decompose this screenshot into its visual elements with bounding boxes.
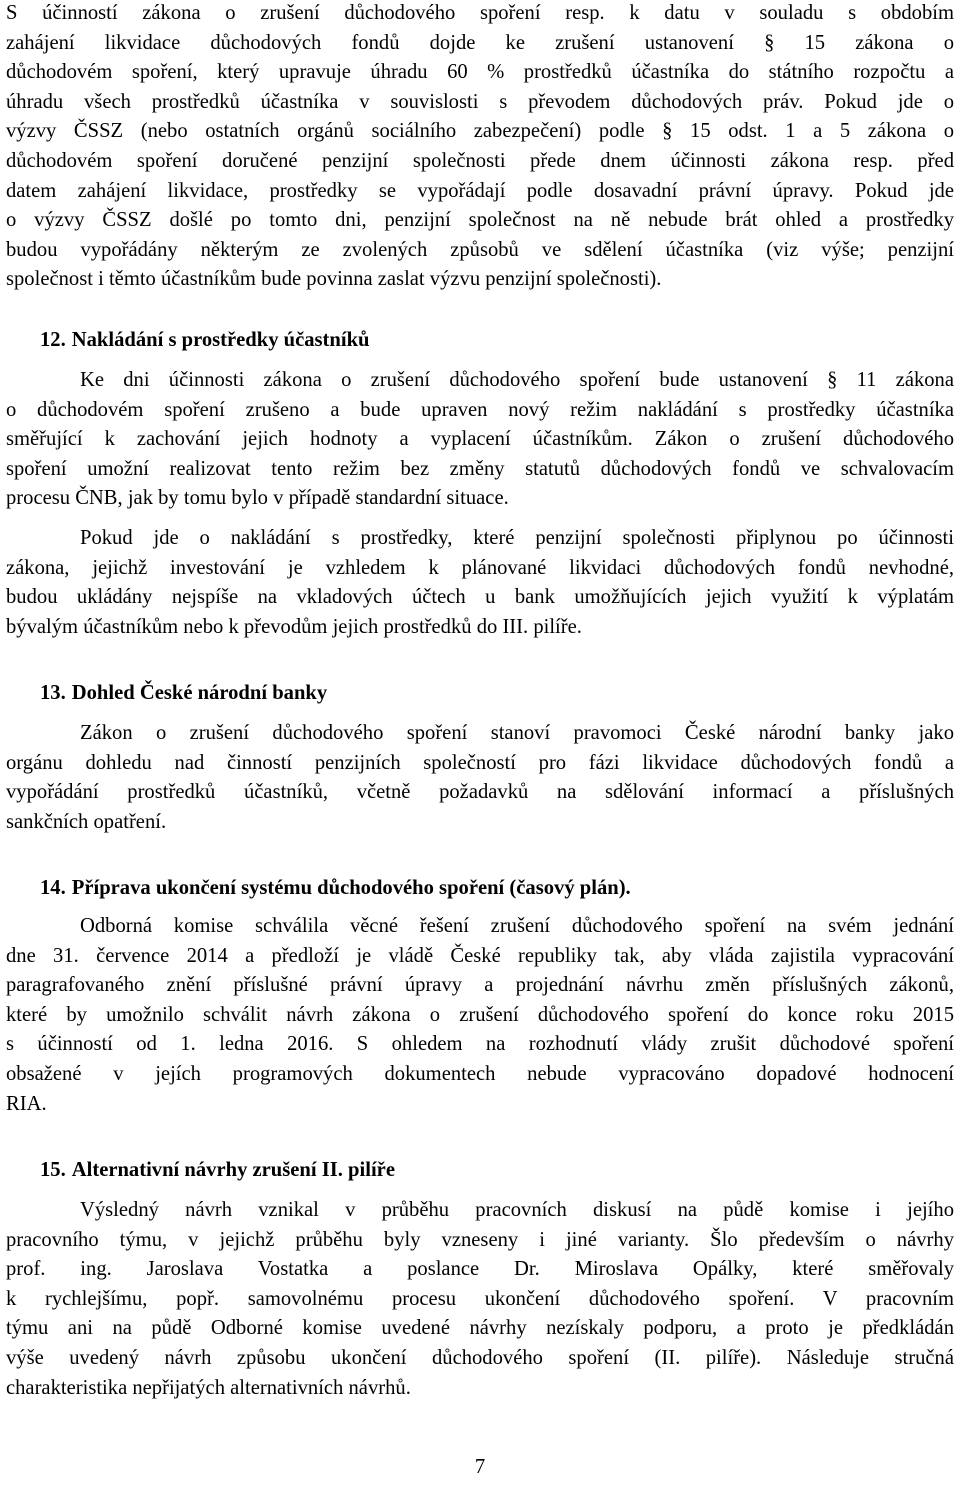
text-line: prof. ing. Jaroslava Vostatka a poslance Dr. Miroslava Opálky, které směřovaly: [6, 1258, 954, 1281]
text-line: spoření umožní realizovat tento režim bez změny statutů důchodových fondů ve schvalovacím: [6, 457, 954, 480]
section-number: 14.: [40, 877, 66, 899]
section-title: Příprava ukončení systému důchodového spoření (časový plán).: [71, 877, 631, 899]
text-line: zákona, jejichž investování je vzhledem k plánované likvidaci důchodových fondů nevhodné,: [6, 556, 954, 579]
text-line: vypořádání prostředků účastníků, včetně požadavků na sdělování informací a příslušných: [6, 781, 954, 804]
text-line: budou vypořádány některým ze zvolených způsobů ve sdělení účastníka (viz výše; penzijní: [6, 238, 954, 261]
text-line: Ke dni účinnosti zákona o zrušení důchodového spoření bude ustanovení § 11 zákona: [80, 369, 954, 391]
section-heading-13: [6, 679, 327, 709]
text-line: dne 31. července 2014 a předloží je vládě České republiky tak, aby vláda zajistila vypracování: [6, 944, 954, 967]
section-title: Alternativní návrhy zrušení II. pilíře: [71, 1159, 395, 1181]
section-14-paragraph-1: [6, 912, 954, 1119]
text-line: důchodovém spoření, který upravuje úhradu 60 % prostředků účastníka do státního rozpočtu a: [6, 61, 954, 84]
section-heading-15: [6, 1156, 395, 1186]
text-line: důchodovém spoření doručené penzijní společnosti přede dnem účinnosti zákona resp. před: [6, 149, 954, 172]
section-heading-14: [6, 874, 631, 904]
text-line: úhradu všech prostředků účastníka v souvislosti s převodem důchodových práv. Pokud jde o: [6, 90, 954, 113]
text-line: s účinností od 1. ledna 2016. S ohledem na rozhodnutí vlády zrušit důchodové spoření: [6, 1033, 954, 1056]
text-line: orgánu dohledu nad činností penzijních společností pro fázi likvidace důchodových fondů a: [6, 751, 954, 774]
section-number: 15.: [40, 1159, 66, 1181]
text-line: pracovního týmu, v jejichž průběhu byly vzneseny i jiné varianty. Šlo především o návrhy: [6, 1228, 954, 1251]
text-line: Zákon o zrušení důchodového spoření stanoví pravomoci České národní banky jako: [80, 722, 954, 744]
text-line: charakteristika nepřijatých alternativních návrhů.: [6, 1376, 411, 1399]
text-line: procesu ČNB, jak by tomu bylo v případě standardní situace.: [6, 487, 509, 510]
section-15-paragraph-1: [6, 1196, 954, 1403]
text-line: společnost i těmto účastníkům bude povinna zaslat výzvu penzijní společnosti).: [6, 268, 662, 291]
section-title: Dohled České národní banky: [71, 682, 328, 704]
intro-paragraph: [6, 0, 954, 295]
page-number: 7: [474, 1456, 486, 1478]
section-title: Nakládání s prostředky účastníků: [71, 329, 370, 351]
text-line: datem zahájení likvidace, prostředky se vypořádají podle dosavadní právní úpravy. Pokud jde: [6, 179, 954, 202]
section-12-paragraph-2: [6, 524, 954, 642]
text-line: o výzvy ČSSZ došlé po tomto dni, penzijní společnost na ně nebude brát ohled a prostředky: [6, 209, 954, 232]
text-line: které by umožnilo schválit návrh zákona o zrušení důchodového spoření do konce roku 2015: [6, 1003, 954, 1026]
section-13-paragraph-1: [6, 719, 954, 837]
text-line: paragrafovaného znění příslušné právní úpravy a projednání návrhu změn příslušných zákonů,: [6, 974, 954, 997]
text-line: S účinností zákona o zrušení důchodového spoření resp. k datu v souladu s obdobím: [6, 2, 954, 24]
text-line: Odborná komise schválila věcné řešení zrušení důchodového spoření na svém jednání: [80, 915, 954, 937]
text-line: zahájení likvidace důchodových fondů dojde ke zrušení ustanovení § 15 zákona o: [6, 31, 954, 54]
text-line: k rychlejšímu, popř. samovolnému procesu ukončení důchodového spoření. V pracovním: [6, 1287, 954, 1310]
section-12-paragraph-1: [6, 366, 954, 514]
text-line: o důchodovém spoření zrušeno a bude upraven nový režim nakládání s prostředky účastníka: [6, 398, 954, 421]
section-number: 12.: [40, 329, 66, 351]
text-line: týmu ani na půdě Odborné komise uvedené návrhy nezískaly podporu, a proto je předkládán: [6, 1317, 954, 1340]
text-line: Výsledný návrh vznikal v průběhu pracovních diskusí na půdě komise i jejího: [80, 1199, 954, 1221]
section-number: 13.: [40, 682, 66, 704]
text-line: RIA.: [6, 1092, 47, 1115]
section-heading-12: [6, 326, 370, 356]
text-line: budou ukládány nejspíše na vkladových účtech u bank umožňujících jejich využití k výplatám: [6, 586, 954, 609]
text-line: výzvy ČSSZ (nebo ostatních orgánů sociálního zabezpečení) podle § 15 odst. 1 a 5 zákona o: [6, 120, 954, 143]
text-line: bývalým účastníkům nebo k převodům jejich prostředků do III. pilíře.: [6, 615, 582, 638]
text-line: výše uvedený návrh způsobu ukončení důchodového spoření (II. pilíře). Následuje stručná: [6, 1346, 954, 1369]
text-line: Pokud jde o nakládání s prostředky, které penzijní společnosti připlynou po účinnosti: [80, 527, 954, 549]
text-line: obsažené v jejích programových dokumentech nebude vypracováno dopadové hodnocení: [6, 1062, 954, 1085]
text-line: sankčních opatření.: [6, 810, 167, 833]
text-line: směřující k zachování jejich hodnoty a vyplacení účastníkům. Zákon o zrušení důchodového: [6, 428, 954, 451]
